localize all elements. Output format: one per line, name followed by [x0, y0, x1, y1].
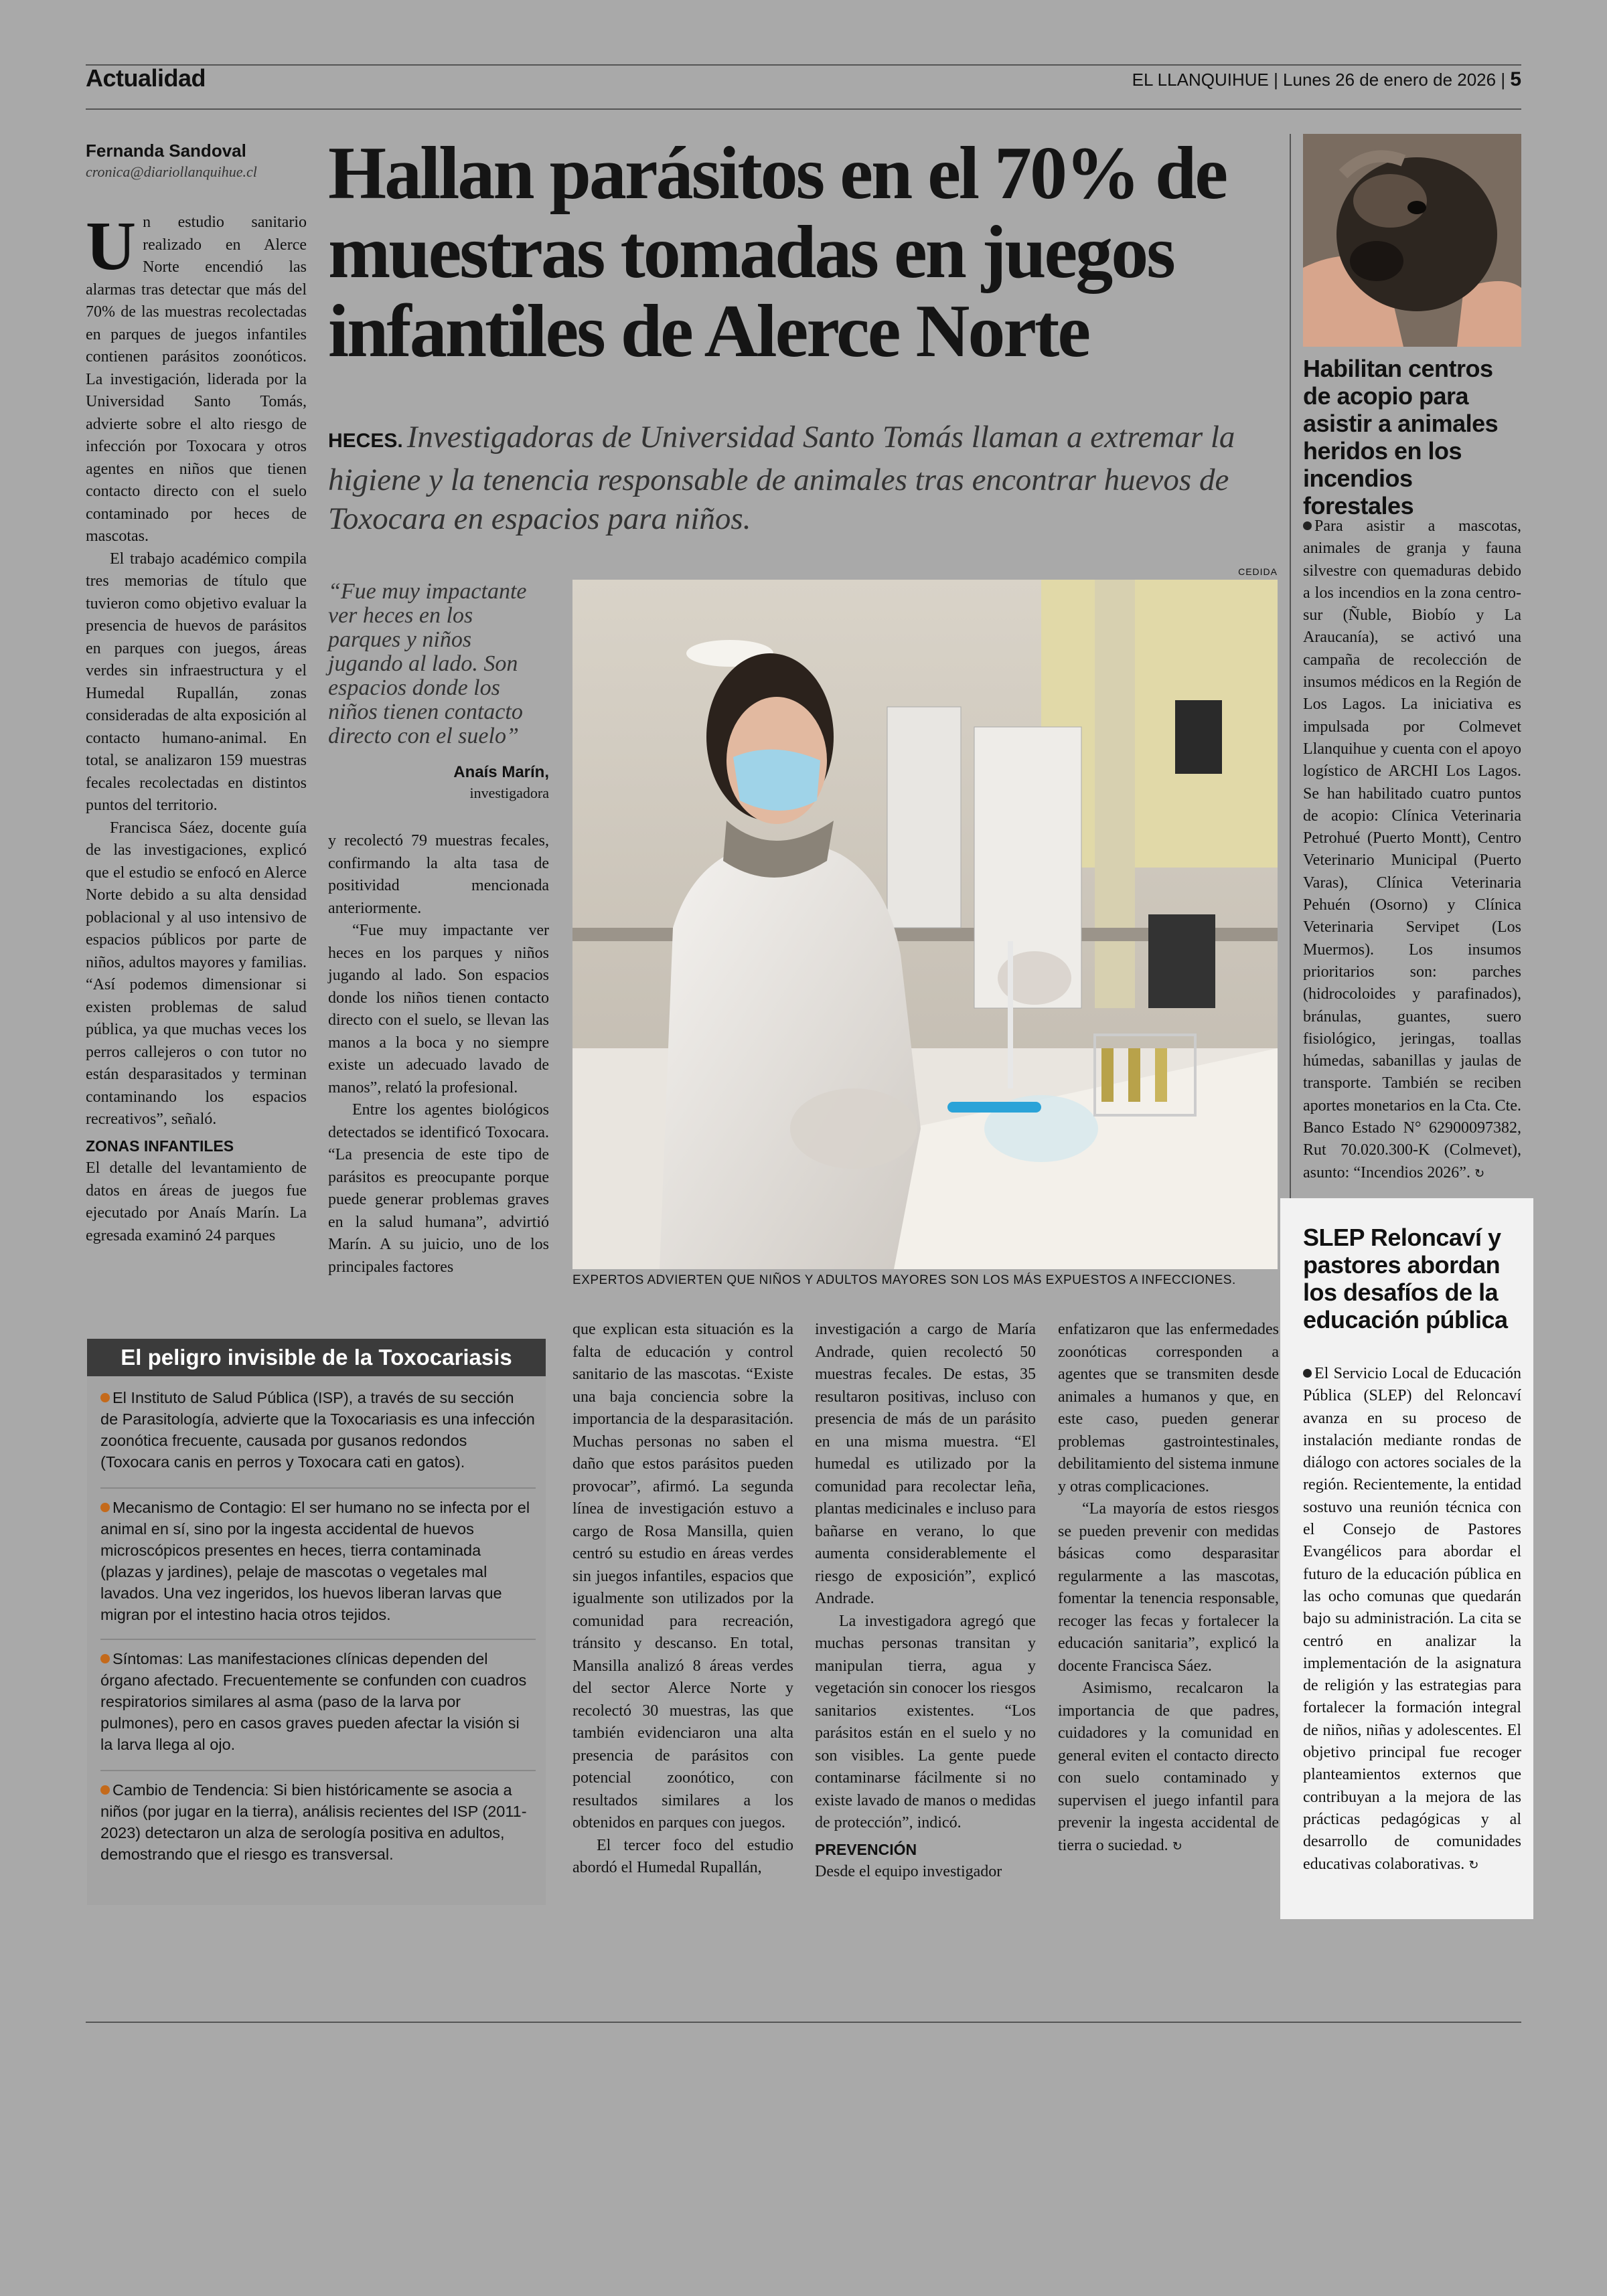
paragraph: El trabajo académico compila tres memorias de título que tuvieron como objetivo evaluar la presencia de huevos de parásitos en parques con juegos, áreas verdes sin infraestructura y el Humedal Rupallán, zonas consideradas de alta exposición al contacto humano-animal. En total, se analizaron 159 muestras fecales recolectadas en distintos puntos del territorio. — [86, 550, 307, 814]
article-column-4 — [815, 1319, 1036, 1884]
subheading-prevencion: PREVENCIÓN — [815, 1840, 917, 1858]
quote-role: investigadora — [469, 785, 549, 801]
bullet-icon — [100, 1785, 110, 1795]
paragraph: El detalle del levantamiento de datos en áreas de juegos fue ejecutado por Anaís Marín. La egresada examinó 24 parques — [86, 1159, 307, 1244]
injured-dog-image — [1303, 134, 1521, 347]
quote-author: Anaís Marín, — [453, 763, 549, 781]
infobox-divider — [100, 1770, 536, 1771]
bullet-icon — [100, 1503, 110, 1512]
headline: Hallan parásitos en el 70% de muestras tomadas en juegos infantiles de Alerce Norte — [328, 132, 1227, 373]
paragraph: enfatizaron que las enfermedades zoonóticas corresponden a agentes que se transmiten desde animales a humanos y que, en este caso, pueden generar problemas gastrointestinales, debilitamiento del sistema inmune y otras complicaciones. — [1058, 1321, 1279, 1495]
end-mark-icon: ↻ — [1468, 1858, 1479, 1872]
paragraph — [1058, 1677, 1279, 1858]
bullet-icon — [100, 1393, 110, 1402]
bullet-icon — [100, 1654, 110, 1663]
issue-date: Lunes 26 de enero de 2026 — [1283, 70, 1497, 90]
paragraph: Desde el equipo investigador — [815, 1863, 1002, 1880]
lab-researcher-image — [572, 580, 1278, 1269]
infobox-item — [100, 1779, 536, 1865]
paragraph: “La mayoría de estos riesgos se pueden prevenir con medidas básicas como desparasitar regularmente a las mascotas, fomentar la tenencia responsable, recoger las fecas y fortalecer la educación sanitaria”, explicó la docente Francisca Sáez. — [1058, 1500, 1279, 1675]
deck-kicker: HECES. — [328, 430, 403, 452]
paragraph: investigación a cargo de María Andrade, quien recolectó 50 muestras fecales. De estas, 35 resultaron positivas, incluso con presencia de más de un parásito en una misma muestra. “El humedal es utilizado por la comunidad para recolectar leña, plantas medicinales e incluso para bañarse en verano, lo que aumenta considerablemente el riesgo de exposición”, explicó Andrade. — [815, 1321, 1036, 1607]
article-column-2 — [328, 830, 549, 1279]
bottom-rule — [86, 2022, 1521, 2023]
paper-name: EL LLANQUIHUE — [1132, 70, 1269, 90]
bullet-icon — [1303, 1369, 1312, 1378]
paragraph: “Fue muy impactante ver heces en los parques y niños jugando al lado. Son espacios donde los niños tienen contacto directo con el suelo, se llevan las manos a la boca y no siempre existe un adecuado lavado de manos”, relató la profesional. — [328, 922, 549, 1096]
article-column-5 — [1058, 1319, 1279, 1858]
dog-photo — [1303, 134, 1521, 347]
subheading-zonas: ZONAS INFANTILES — [86, 1137, 234, 1155]
section-name: Actualidad — [86, 64, 206, 92]
deck — [328, 418, 1266, 538]
infobox-item — [100, 1497, 536, 1625]
infobox-divider — [100, 1639, 536, 1640]
photo-caption: EXPERTOS ADVIERTEN QUE NIÑOS Y ADULTOS MAYORES SON LOS MÁS EXPUESTOS A INFECCIONES. — [572, 1273, 1236, 1287]
photo-credit: CEDIDA — [1238, 566, 1278, 577]
paragraph: La investigadora agregó que muchas personas transitan y manipulan tierra, agua y vegetación sin conocer los riesgos sanitarios existentes. “Los parásitos están en el suelo y no son visibles. La gente puede contaminarse fácilmente si no existe lavado de manos o medidas de protección”, indicó. — [815, 1612, 1036, 1831]
infobox-item — [100, 1387, 536, 1473]
page-number: 5 — [1510, 68, 1521, 90]
header-rule — [86, 108, 1521, 110]
lab-photo — [572, 580, 1278, 1269]
paragraph-text: Asimismo, recalcaron la importancia de que padres, cuidadores y la comunidad en general eviten el contacto directo con suelo contaminado y supervisen el juego infantil para prevenir la ingesta accidental de tierra o suciedad. — [1058, 1679, 1279, 1854]
infobox-item-text: Mecanismo de Contagio: El ser humano no se infecta por el animal en sí, sino por la ingesta accidental de huevos microscópicos presentes en heces, tierra contaminada (plazas y jardines), pelaje de mascotas o vegetales mal lavados. Una vez ingeridos, los huevos liberan larvas que migran por el intestino hacia otros tejidos. — [100, 1499, 530, 1623]
sidebar-divider — [1290, 134, 1291, 1198]
deck-text: Investigadoras de Universidad Santo Tomás llaman a extremar la higiene y la tenencia responsable de animales tras encontrar huevos de Toxocara en espacios para niños. — [328, 420, 1235, 536]
sidebar-text-1-body: Para asistir a mascotas, animales de granja y fauna silvestre con quemaduras debido a los incendios en la zona centro-sur (Ñuble, Biobío y La Araucanía), se activó una campaña de recolección de insumos médicos en la Región de Los Lagos. La iniciativa es impulsada por Colmevet Llanquihue y cuenta con el apoyo logístico de ARCHI Los Lagos. Se han habilitado cuatro puntos de acopio: Clínica Veterinaria Petrohué (Puerto Montt), Centro Veterinario Municipal (Puerto Varas), Clínica Veterinaria Pehuén (Osorno) y Clínica Veterinaria Servipet (Los Muermos). Los insumos prioritarios son: parches (hidrocoloides y parafinados), bránulas, guantes, suero fisiológico, jeringas, toallas húmedas, sabanillas y jaulas de transporte. También se reciben aportes monetarios en la Cta. Cte. Banco Estado N° 62900097382, Rut 70.020.300-K (Colmevet), asunto: “Incendios 2026”. — [1303, 517, 1521, 1181]
bullet-icon — [1303, 521, 1312, 530]
infobox-item-text: El Instituto de Salud Pública (ISP), a través de su sección de Parasitología, advierte que la Toxocariasis es una infección zoonótica frecuente, causada por gusanos redondos (Toxocara canis en perros y Toxocara cati en gatos). — [100, 1389, 535, 1471]
paragraph: El tercer foco del estudio abordó el Humedal Rupallán, — [572, 1836, 793, 1876]
infobox-item-text: Síntomas: Las manifestaciones clínicas dependen del órgano afectado. Frecuentemente se confunden con cuadros respiratorios similares al asma (paso de la larva por pulmones), pero en casos graves pueden afectar la visión si la larva llega al ojo. — [100, 1650, 527, 1753]
paragraph: Francisca Sáez, docente guía de las investigaciones, explicó que el estudio se enfocó en Alerce Norte debido a su alta densidad poblacional y al uso intensivo de espacios públicos por parte de niños, adultos mayores y familias. “Así podemos dimensionar si existen problemas de salud pública, ya que muchas veces los perros callejeros o con tutor no están desparasitados y terminan contaminando los espacios recreativos”, señaló. — [86, 819, 307, 1128]
paragraph: Entre los agentes biológicos detectados se identificó Toxocara. “La presencia de este tipo de parásitos es preocupante porque puede generar problemas graves en la salud humana”, advirtió Marín. A su juicio, uno de los principales factores — [328, 1101, 549, 1276]
sidebar-headline-2: SLEP Reloncaví y pastores abordan los desafíos de la educación pública — [1303, 1224, 1508, 1333]
paragraph: n estudio sanitario realizado en Alerce Norte encendió las alarmas tras detectar que más del 70% de las muestras recolectadas en parques de juegos infantiles contienen parásitos zoonóticos. La investigación, liderada por la Universidad Santo Tomás, advierte sobre el alto riesgo de infección por Toxocara y otros agentes en niños que tienen contacto directo con el suelo contaminado por heces de mascotas. — [86, 214, 307, 545]
infobox-title: El peligro invisible de la Toxocariasis — [87, 1339, 546, 1376]
paper-info: EL LLANQUIHUE | Lunes 26 de enero de 2026 | 5 — [1132, 68, 1521, 90]
end-mark-icon: ↻ — [1474, 1166, 1485, 1181]
sidebar-text-1 — [1303, 515, 1521, 1185]
infobox-item-text: Cambio de Tendencia: Si bien históricamente se asocia a niños (por jugar en la tierra), análisis recientes del ISP (2011-2023) detectaron un alza de serología positiva en adultos, demostrando que el riesgo es transversal. — [100, 1781, 527, 1863]
end-mark-icon: ↻ — [1172, 1839, 1182, 1854]
sidebar-text-2-body: El Servicio Local de Educación Pública (SLEP) del Reloncaví avanza en su proceso de instalación mediante rondas de diálogo con actores sociales de la región. Recientemente, la entidad sostuvo una reunión técnica con el Consejo de Pastores Evangélicos para abordar el futuro de la educación pública en las ocho comunas que quedarán bajo su administración. La cita se centró en analizar la implementación de la asignatura de religión y las estrategias para fortalecer la formación integral de niños, niñas y adolescentes. El objetivo principal fue recoger planteamientos externos que contribuyan a la mejora de las prácticas pedagógicas y al desarrollo de comunidades educativas colaborativas. — [1303, 1365, 1521, 1873]
author-email[interactable]: cronica@diariollanquihue.cl — [86, 163, 257, 180]
drop-cap: U — [86, 208, 137, 284]
infobox-divider — [100, 1487, 536, 1489]
author-name: Fernanda Sandoval — [86, 141, 246, 161]
pull-quote: “Fue muy impactante ver heces en los parques y niños jugando al lado. Son espacios donde los niños tienen contacto directo con el suelo” — [328, 579, 527, 748]
paragraph: y recolectó 79 muestras fecales, confirmando la alta tasa de positividad mencionada anteriormente. — [328, 832, 549, 917]
article-column-1 — [86, 208, 307, 1247]
sidebar-text-2 — [1303, 1363, 1521, 1876]
sidebar-headline-1: Habilitan centros de acopio para asistir a animales heridos en los incendios forestales — [1303, 355, 1499, 519]
paragraph: que explican esta situación es la falta de educación y control sanitario de las mascotas. “Existe una baja conciencia sobre la importancia de la desparasitación. Muchas personas no saben el daño que estos parásitos pueden provocar”, afirmó. La segunda línea de investigación estuvo a cargo de Rosa Mansilla, quien centró su estudio en áreas verdes sin juegos infantiles, espacios que igualmente son utilizados por la comunidad para recreación, tránsito y descanso. En total, Mansilla analizó 8 áreas verdes del sector Alerce Norte y recolectó 30 muestras, las que también evidenciaron una alta presencia de parásitos con potencial zoonótico, con resultados similares a los obtenidos en parques con juegos. — [572, 1321, 793, 1831]
top-rule — [86, 64, 1521, 66]
article-column-3 — [572, 1319, 793, 1880]
infobox-item — [100, 1648, 536, 1755]
